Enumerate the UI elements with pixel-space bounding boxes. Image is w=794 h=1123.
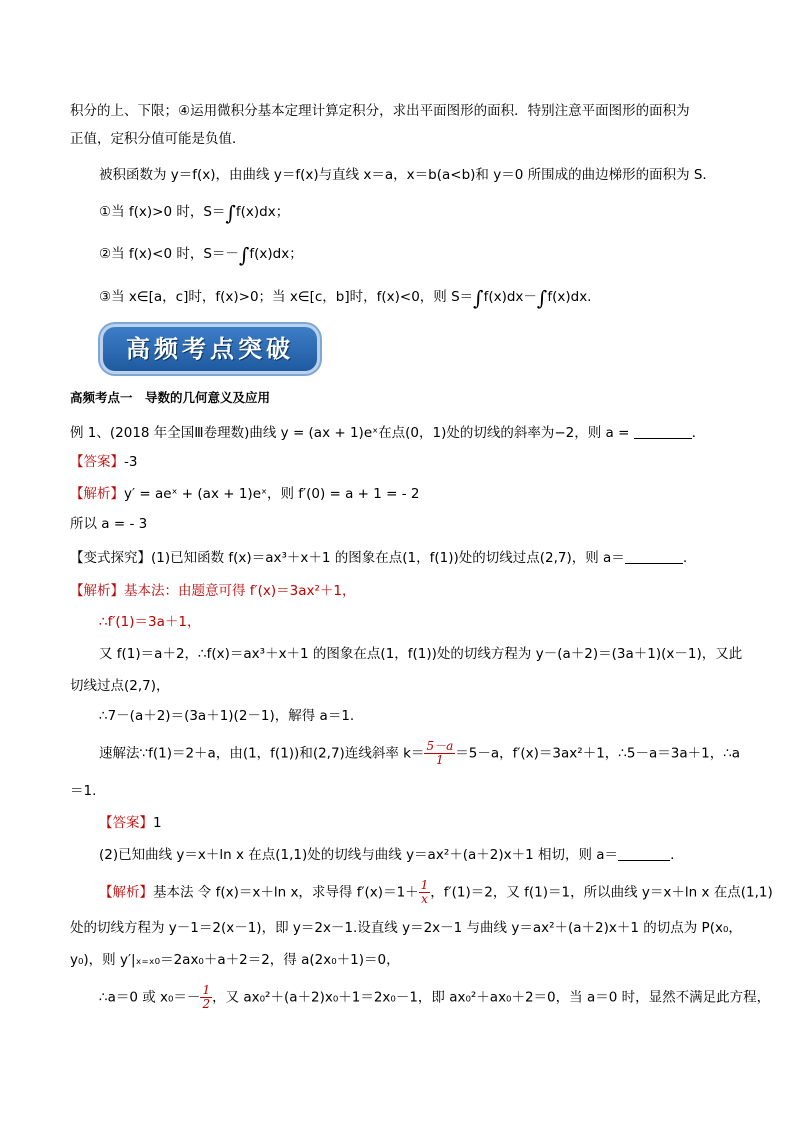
case-2 — [99, 243, 759, 267]
case-2-text: ②当 f(x)<0 时，S＝－ — [99, 246, 239, 262]
quick-solution-rest: ＝5－a，f′(x)＝3ax²＋1，∴5－a＝3a＋1，∴a — [455, 745, 741, 762]
variant-q2-text: (2)已知曲线 y＝x＋ln x 在点(1,1)处的切线与曲线 y＝ax²＋(a＋2)x＋1 相切，则 a＝ — [99, 847, 619, 863]
case-1-text: ①当 f(x)>0 时，S＝ — [99, 204, 226, 220]
answer-value: 1 — [153, 815, 162, 831]
fraction-denominator: 2 — [202, 997, 211, 1011]
case-1-integrand: f(x)dx； — [235, 204, 290, 220]
variant-question-1 — [70, 548, 730, 568]
example-1-answer — [70, 452, 730, 472]
fraction-denominator: x — [421, 892, 428, 906]
solution-tag: 【解析】 — [70, 486, 124, 502]
fraction-denominator: 1 — [436, 753, 444, 767]
quick-solution-end: ＝1. — [70, 783, 97, 799]
fraction-numerator: 5－a — [426, 739, 454, 753]
example-1-question — [70, 423, 730, 443]
banner-title: 高频考点突破 — [126, 335, 294, 363]
quick-solution-text: 速解法∵f(1)＝2＋a，由(1，f(1))和(2,7)连线斜率 k＝ — [99, 745, 425, 762]
case-2-integrand: f(x)dx； — [249, 246, 303, 262]
variant-tag: 【变式探究】 — [70, 550, 151, 566]
solution-step-4: 切线过点(2,7)， — [70, 678, 170, 694]
solution-tag: 【解析】 — [99, 884, 153, 901]
solution-line-4 — [99, 983, 771, 1011]
variant-question-2 — [99, 845, 759, 865]
variant-q2-end: . — [670, 847, 675, 863]
section-title: 高频考点一 导数的几何意义及应用 — [70, 390, 271, 405]
solution-step-2: ∴f′(1)＝3a＋1， — [99, 614, 201, 630]
case-3 — [99, 286, 759, 310]
case-3-mid: f(x)dx－ — [483, 289, 537, 305]
fraction-numerator: 1 — [420, 878, 429, 892]
solution-text: 基本法 令 f(x)＝x＋ln x，求导得 f′(x)＝1＋ — [153, 884, 419, 901]
answer-value: -3 — [124, 454, 138, 470]
fraction-numerator: 1 — [202, 983, 211, 997]
case-1 — [99, 201, 759, 225]
variant-solution-2 — [99, 878, 773, 906]
solution-text-rest: ，f′(1)＝2，又 f(1)＝1，所以曲线 y＝x＋ln x 在点(1,1) — [430, 884, 773, 901]
example-1-solution — [70, 484, 730, 504]
solution-line-4-rest: ，又 ax₀²＋(a＋2)x₀＋1＝2x₀－1，即 ax₀²＋ax₀＋2＝0，当 a＝0 时，显然不满足此方程， — [212, 989, 771, 1006]
integral-sign: ∫ — [225, 201, 236, 225]
answer-blank — [618, 846, 670, 861]
variant-solution-1 — [70, 581, 730, 601]
derivative-fraction — [419, 879, 431, 906]
answer-tag: 【答案】 — [70, 454, 124, 470]
solution-text: y′ = aeˣ + (ax + 1)eˣ，则 f′(0) = a + 1 = - 2 — [124, 486, 420, 502]
integral-sign: ∫ — [536, 286, 548, 310]
variant-q1-text: (1)已知函数 f(x)＝ax³＋x＋1 的图象在点(1，f(1))处的切线过点(2,7)，则 a＝ — [151, 550, 625, 566]
answer-blank — [634, 424, 692, 439]
solution-text: 基本法：由题意可得 f′(x)＝3ax²＋1， — [124, 583, 356, 599]
intro-line-3: 被积函数为 y＝f(x)，由曲线 y＝f(x)与直线 x＝a，x＝b(a<b)和 y＝0 所围成的曲边梯形的面积为 S. — [99, 167, 707, 183]
intro-line-2: 正值，定积分值可能是负值． — [70, 131, 246, 147]
half-fraction — [200, 984, 212, 1011]
solution-tag: 【解析】 — [70, 583, 124, 599]
case-3-text: ③当 x∈[a，c]时，f(x)>0；当 x∈[c，b]时，f(x)<0，则 S＝ — [99, 289, 474, 305]
slope-fraction — [424, 740, 455, 767]
answer-blank — [625, 549, 683, 564]
solution-line-4-text: ∴a＝0 或 x₀＝－ — [99, 989, 201, 1006]
variant-q1-end: . — [682, 550, 688, 566]
solution-line-2: 处的切线方程为 y－1＝2(x－1)，即 y＝2x－1.设直线 y＝2x－1 与曲线 y＝ax²＋(a＋2)x＋1 的切点为 P(x₀， — [70, 920, 742, 936]
section-banner — [103, 327, 317, 371]
answer-tag: 【答案】 — [99, 815, 153, 831]
solution-line-3: y₀)，则 y′|ₓ₌ₓ₀＝2ax₀＋a＋2＝2，得 a(2x₀＋1)＝0， — [70, 952, 400, 968]
variant-answer — [99, 813, 759, 833]
case-3-integrand: f(x)dx. — [547, 289, 592, 305]
intro-line-1: 积分的上、下限；④运用微积分基本定理计算定积分，求出平面图形的面积．特别注意平面图形的面积为 — [70, 103, 690, 119]
quick-solution — [99, 740, 759, 767]
solution-step-3: 又 f(1)＝a＋2，∴f(x)＝ax³＋x＋1 的图象在点(1，f(1))处的切线方程为 y－(a＋2)＝(3a＋1)(x－1)，又此 — [99, 646, 743, 662]
solution-step-5: ∴7－(a＋2)＝(3a＋1)(2－1)，解得 a＝1. — [99, 708, 355, 724]
integral-sign: ∫ — [238, 243, 250, 267]
example-1-conclusion: 所以 a = - 3 — [70, 516, 148, 532]
integral-sign: ∫ — [473, 286, 484, 310]
example-1-text: 例 1、(2018 年全国Ⅲ卷理数)曲线 y = (ax + 1)eˣ在点(0，1)处的切线的斜率为−2，则 a = — [70, 425, 634, 441]
example-1-end: ． — [691, 425, 706, 441]
